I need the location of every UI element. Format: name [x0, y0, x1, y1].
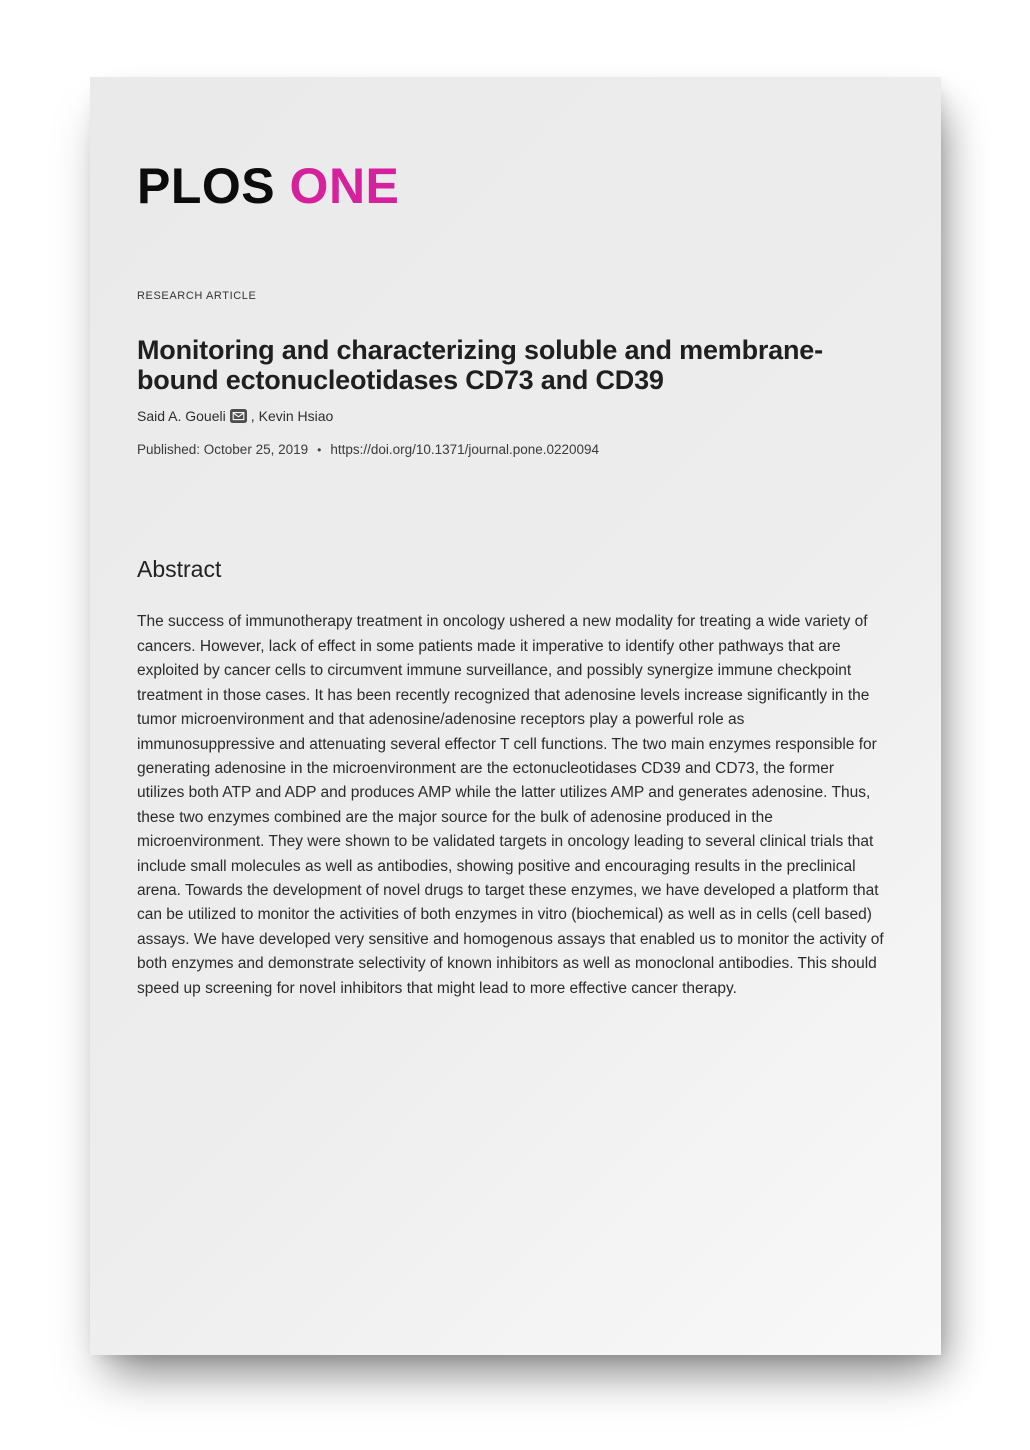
publication-meta: [137, 442, 889, 457]
logo-one-text: ONE: [289, 158, 400, 214]
author-list: [137, 408, 889, 424]
article-title: Monitoring and characterizing soluble and membrane-bound ectonucleotidases CD73 and CD39: [137, 335, 823, 396]
doi-link[interactable]: https://doi.org/10.1371/journal.pone.0220094: [330, 442, 600, 458]
author-name-hsiao[interactable]: Kevin Hsiao: [258, 408, 334, 425]
author-name-goueli[interactable]: Said A. Goueli: [137, 408, 226, 425]
published-date: Published: October 25, 2019: [137, 442, 309, 458]
abstract-heading: Abstract: [137, 556, 222, 583]
plos-one-logo[interactable]: [137, 158, 889, 214]
author-separator: ,: [250, 408, 255, 425]
envelope-icon[interactable]: [230, 409, 247, 423]
article-page: [90, 77, 941, 1355]
article-content: [137, 77, 889, 1001]
meta-bullet: •: [317, 442, 322, 457]
logo-plos-text: PLOS: [137, 158, 276, 214]
article-type-label: RESEARCH ARTICLE: [137, 290, 257, 302]
abstract-text: The success of immunotherapy treatment in oncology ushered a new modality for treating a wide variety of cancers. However, lack of effect in some patients made it imperative to identify other pathways that are exploited by cancer cells to circumvent immune surveillance, and possibly synergize immune checkpoint treatment in those cases. It has been recently recognized that adenosine levels increase significantly in the tumor microenvironment and that adenosine/adenosine receptors play a powerful role as immunosuppressive and attenuating several effector T cell functions. The two main enzymes responsible for generating adenosine in the microenvironment are the ectonucleotidases CD39 and CD73, the former utilizes both ATP and ADP and produces AMP while the latter utilizes AMP and generates adenosine. Thus, these two enzymes combined are the major source for the bulk of adenosine produced in the microenvironment. They were shown to be validated targets in oncology leading to several clinical trials that include small molecules as well as antibodies, showing positive and encouraging results in the preclinical arena. Towards the development of novel drugs to target these enzymes, we have developed a platform that can be utilized to monitor the activities of both enzymes in vitro (biochemical) as well as in cells (cell based) assays. We have developed very sensitive and homogenous assays that enabled us to monitor the activity of both enzymes and demonstrate selectivity of known inhibitors as well as monoclonal antibodies. This should speed up screening for novel inhibitors that might lead to more effective cancer therapy.: [137, 613, 884, 997]
